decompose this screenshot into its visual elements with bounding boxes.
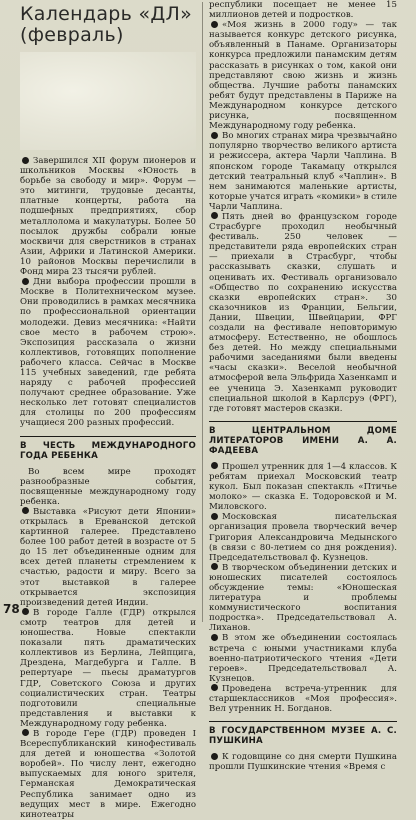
- paragraph-intro: Во всем мире проходят разнообразные события, посвященные международному году ребенка.: [20, 466, 196, 507]
- bullet-icon: [22, 278, 29, 285]
- paragraph-chaplin: [209, 131, 397, 212]
- paragraph-text: Выставка «Рисуют дети Японии» открылась в Ереванской детской картинной галерее. Представлено более 100 работ детей в возрасте от 5 до 15 лет объединенные одним для всех детей планеты стремлением к счастью, радости и миру. Всего за этот выставкой в галерее открывается экспозиция произведений детей Индии.: [20, 506, 196, 608]
- paragraph-continued: республики посещает не менее 15 миллионов детей и подростков.: [209, 0, 397, 21]
- right-column: [209, 0, 397, 773]
- paragraph-text: Пять дней во французском городе Страсбурге проходил необычный фестиваль. 250 человек — представители ряда европейских стран — приехали в Страсбург, чтобы рассказывать сказки, слушать и оценивать их. Фестиваль организовало «Общество по сохранению искусства сказки европейских стран». 30 сказочников из Франции, Бельгии, Дании, Швеции, Швейцарии, ФРГ создали на фестивале неповторимую атмосферу. Естественно, не обошлось без детей. Но между специальными рабочими заседаниями были введены «часы сказки». Веселой необычной атмосферой вела Эльфрида Хазенкамп и ее ученица Э. Хазенкамп руководит специальной школой в Карлсруэ (ФРГ), где готовят мастеров сказки.: [209, 211, 397, 414]
- column-divider: [202, 2, 203, 622]
- paragraph-youth-lit: [209, 563, 397, 634]
- paragraph-japan: [20, 507, 196, 608]
- paragraph-halle: [20, 608, 196, 729]
- paragraph-text: Московская писательская организация провела творческий вечер Григория Александровича Медынского (в связи с 80-летием со дня рождения). Председательствовал ф. Кузнецов.: [209, 512, 397, 563]
- paragraph-text: «Моя жизнь в 2000 году» — так называется конкурс детского рисунка, объявленный в Панаме. Организаторы конкурса предложили панамским детям рассказать в рисунках о том, какой они представляют свою жизнь и жизнь общества. Лучшие работы панамских ребят будут представлены в Париже на Международном конкурсе детского рисунка, посвященном Международному году ребенка.: [209, 20, 397, 132]
- page-number: 78: [3, 602, 20, 616]
- paragraph-text: К годовщине со дня смерти Пушкина прошли Пушкинские чтения «Время с: [209, 752, 397, 773]
- bullet-icon: [22, 608, 29, 615]
- left-column: [20, 0, 196, 820]
- section-heading-fadeev: В ЦЕНТРАЛЬНОМ ДОМЕ ЛИТЕРАТОРОВ ИМЕНИ А. А. ФАДЕЕВА: [209, 425, 397, 456]
- bullet-icon: [211, 634, 218, 641]
- bullet-icon: [22, 157, 29, 164]
- paragraph-panama: [209, 20, 397, 131]
- paragraph-text: Проведена встреча-утренник для старшеклассников «Моя профессия». Вел утренник Н. Богданов.: [209, 683, 397, 715]
- section-rule: [209, 421, 397, 422]
- paragraph-text: Дни выбора профессии прошли в Москве в Политехническом музее. Они проводились в рамках месячника по профессиональной ориентации молодежи. Девиз месячника: «Найти свое место в рабочем строю». Экспозиция рассказала о жизни коллективов, готовящих пополнение рабочего класса. Сейчас в Москве 115 учебных заведений, где ребята наряду с рабочей профессией получают среднее образование. Уже несколько лет готовят специалистов для столицы по 200 профессиям учащиеся 200 разных профессий.: [20, 277, 196, 429]
- paragraph-gera: [20, 729, 196, 820]
- paragraph-text: Завершился XII форум пионеров и школьников Москвы «Юность в борьбе за свободу и мир». Форум — это митинги, трудовые десанты, платные концерты, работа на подшефных предприятиях, сбор металлолома и макулатуры. Более 50 посылок дружбы собрали юные москвичи для сверстников в странах Азии, Африки и Латинской Америки. 10 районов Москвы перечислили в Фонд мира 23 тысячи рублей.: [20, 156, 196, 278]
- paragraph-text: В городе Галле (ГДР) открылся смотр театров для детей и юношества. Новые спектакли показали пять драматических коллективов из Берлина, Лейпцига, Дрездена, Магдебурга и Галле. В репертуаре — пьесы драматургов ГДР, Советского Союза и других социалистических стран. Театры подготовили специальные представления и выставки к Международному году ребенка.: [20, 607, 196, 729]
- paragraph-text: Прошел утренник для 1—4 классов. К ребятам приехал Московский театр кукол. Был показан спектакль «Птичье молоко» — сказка Е. Тодоровской и М. Миловского.: [209, 461, 397, 513]
- bullet-icon: [211, 563, 218, 570]
- paragraph-matinee: [209, 462, 397, 512]
- paragraph-text: В городе Гере (ГДР) проведен I Всереспубликанский кинофестиваль для детей и юношества «Золотой воробей». По числу лент, ежегодно выпускаемых для юного зрителя, Германская Демократическая Республика занимает одно из ведущих мест в мире. Ежегодно кинотеатры: [20, 728, 196, 820]
- paragraph-my-profession: [209, 684, 397, 714]
- paragraph-text: В творческом объединении детских и юношеских писателей состоялось обсуждение темы: «Юношеская литература и проблемы коммунистического воспитания подростка». Председательствовал А. Лиханов.: [209, 562, 397, 634]
- bullet-icon: [22, 507, 29, 514]
- paragraph-profession: [20, 277, 196, 428]
- paragraph-pushkin: [209, 752, 397, 772]
- bullet-icon: [211, 212, 218, 219]
- title-line-2: (февраль): [20, 24, 124, 46]
- bullet-icon: [211, 21, 218, 28]
- bullet-icon: [22, 729, 29, 736]
- faded-photo: [20, 52, 196, 150]
- paragraph-medynsky: [209, 512, 397, 562]
- bullet-icon: [211, 132, 218, 139]
- paragraph-forum: [20, 156, 196, 277]
- page-title: [20, 4, 196, 46]
- section-rule: [209, 721, 397, 722]
- bullet-icon: [211, 753, 218, 760]
- bullet-icon: [211, 684, 218, 691]
- paragraph-text: В этом же объединении состоялась встреча с юными участниками клуба военно-патриотического чтения «Дети героев». Председательствовал А. Кузнецов.: [209, 633, 397, 684]
- paragraph-heroes: [209, 633, 397, 683]
- bullet-icon: [211, 513, 218, 520]
- title-line-1: Календарь «ДЛ»: [20, 3, 193, 25]
- paragraph-text: Во многих странах мира чрезвычайно популярно творчество великого артиста и режиссера, актера Чарли Чаплина. В японском городе Такамацу открылся детский театральный клуб «Чаплин». В нем занимаются маленькие артисты, которые учатся играть «комики» в стиле Чарли Чаплина.: [209, 131, 397, 212]
- section-rule: [20, 436, 196, 437]
- bullet-icon: [211, 462, 218, 469]
- paragraph-strasbourg: [209, 212, 397, 414]
- section-heading-year: В ЧЕСТЬ МЕЖДУНАРОДНОГО ГОДА РЕБЕНКА: [20, 440, 196, 461]
- section-heading-museum: В ГОСУДАРСТВЕННОМ МУЗЕЕ А. С. ПУШКИНА: [209, 726, 397, 747]
